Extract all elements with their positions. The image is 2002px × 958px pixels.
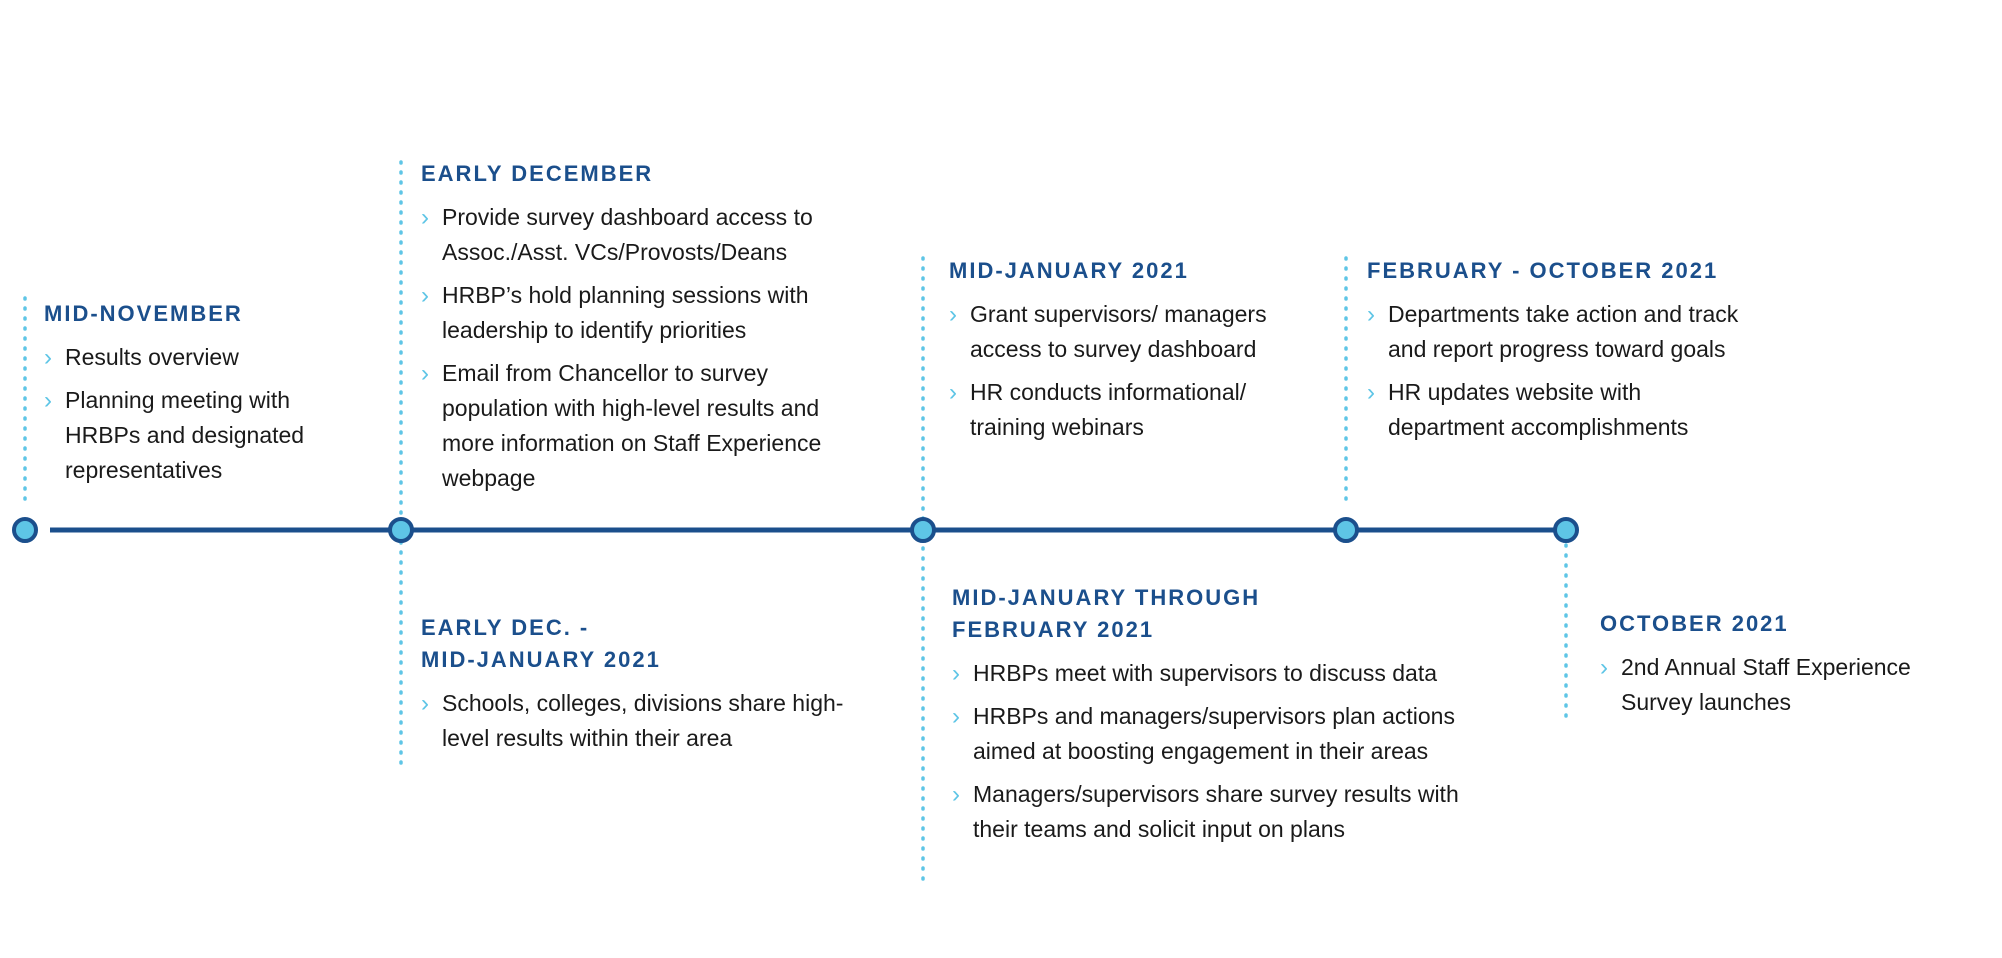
- event-item: › 2nd Annual Staff Experience Survey launches: [1600, 650, 1976, 720]
- event-title-line-2: FEBRUARY 2021: [952, 617, 1155, 642]
- event-item: › HRBP’s hold planning sessions with leadership to identify priorities: [421, 278, 862, 348]
- event-item: › HR conducts informational/ training webinars: [949, 375, 1290, 445]
- event-title: OCTOBER 2021: [1600, 611, 1789, 636]
- timeline-node-2: [390, 519, 412, 541]
- event-item: › Provide survey dashboard access to Assoc./Asst. VCs/Provosts/Deans: [421, 200, 862, 270]
- event-items: [44, 340, 364, 488]
- event-early-december: [421, 158, 881, 504]
- event-item: › Results overview: [44, 340, 364, 375]
- event-title-line-1: EARLY DEC. -: [421, 615, 590, 640]
- event-items: [421, 200, 881, 496]
- event-item: › Planning meeting with HRBPs and designated representatives: [44, 383, 335, 488]
- event-title: MID-JANUARY 2021: [949, 258, 1189, 283]
- event-title: MID-NOVEMBER: [44, 301, 243, 326]
- event-title-line-1: MID-JANUARY THROUGH: [952, 585, 1261, 610]
- timeline-node-3: [912, 519, 934, 541]
- event-item: › HRBPs and managers/supervisors plan actions aimed at boosting engagement in their areas: [952, 699, 1493, 769]
- event-items: [949, 297, 1309, 445]
- event-items: [1600, 650, 1970, 720]
- event-title: FEBRUARY - OCTOBER 2021: [1367, 258, 1719, 283]
- event-mid-january-through-february-2021: [952, 582, 1512, 855]
- timeline-node-4: [1335, 519, 1357, 541]
- event-title-line-2: MID-JANUARY 2021: [421, 647, 661, 672]
- timeline-node-5: [1555, 519, 1577, 541]
- event-mid-january-2021: [949, 255, 1309, 453]
- event-item: › Schools, colleges, divisions share high-level results within their area: [421, 686, 852, 756]
- event-february-october-2021: [1367, 255, 1767, 453]
- event-mid-november: [44, 298, 364, 496]
- event-item: › Grant supervisors/ managers access to survey dashboard: [949, 297, 1290, 367]
- event-item: › HRBPs meet with supervisors to discuss data: [952, 656, 1533, 691]
- event-title: EARLY DECEMBER: [421, 161, 654, 186]
- event-october-2021: [1600, 608, 1970, 728]
- event-item: › Managers/supervisors share survey results with their teams and solicit input on plans: [952, 777, 1493, 847]
- event-items: [1367, 297, 1767, 445]
- event-items: [952, 656, 1512, 847]
- event-item: › Departments take action and track and report progress toward goals: [1367, 297, 1763, 367]
- event-item: › Email from Chancellor to survey population with high-level results and more information on Staff Experience webpage: [421, 356, 837, 496]
- event-early-dec-mid-january-2021: [421, 612, 844, 764]
- timeline-node-1: [14, 519, 36, 541]
- event-items: [421, 686, 844, 756]
- event-item: › HR updates website with department accomplishments: [1367, 375, 1763, 445]
